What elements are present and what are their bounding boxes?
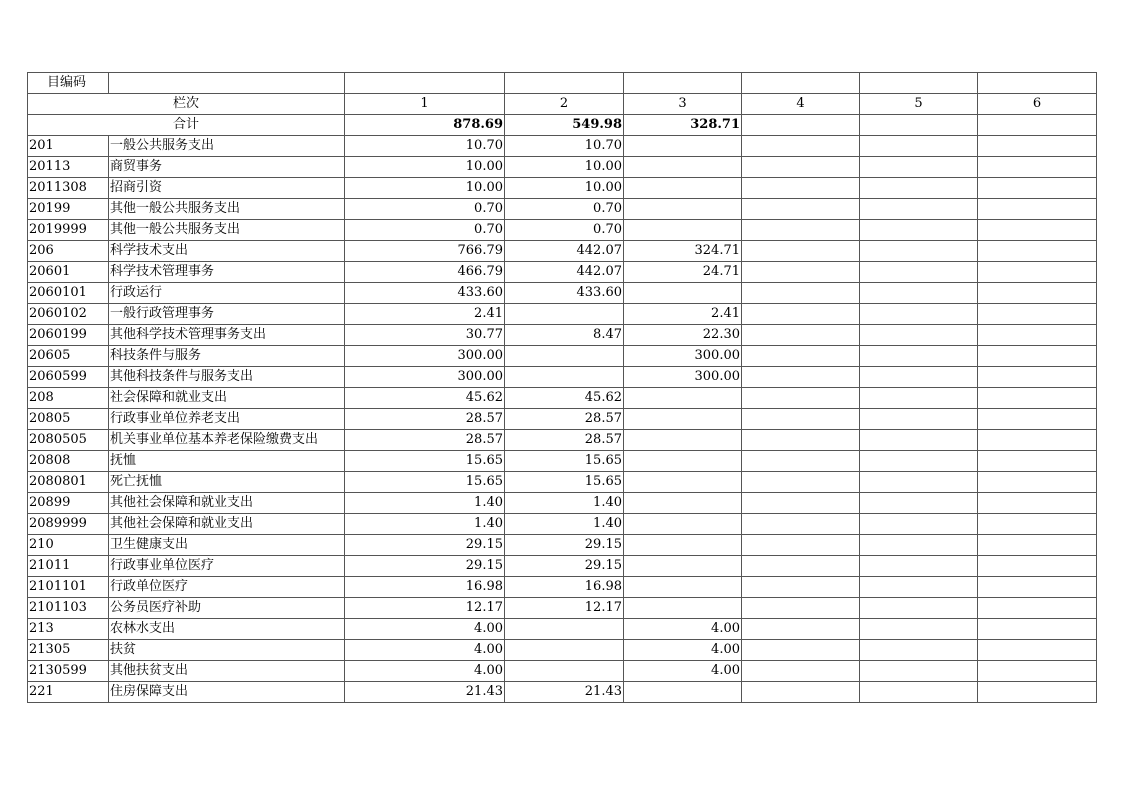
- amount-cell: 466.79: [345, 262, 505, 283]
- table-row: [28, 388, 1097, 409]
- empty-cell: [860, 472, 978, 493]
- amount-cell: 29.15: [345, 535, 505, 556]
- empty-cell: [742, 535, 860, 556]
- amount-cell: [624, 220, 742, 241]
- amount-cell: 10.70: [345, 136, 505, 157]
- total-row: [28, 115, 1097, 136]
- empty-cell: [978, 493, 1097, 514]
- empty-cell: [860, 220, 978, 241]
- amount-cell: 22.30: [624, 325, 742, 346]
- empty-cell: [978, 346, 1097, 367]
- name-cell: 科学技术支出: [109, 241, 345, 262]
- code-cell: 2019999: [28, 220, 109, 241]
- amount-cell: [624, 199, 742, 220]
- empty-cell: [978, 157, 1097, 178]
- table-row: [28, 157, 1097, 178]
- empty-cell: [860, 514, 978, 535]
- empty-cell: [860, 283, 978, 304]
- empty-cell: [978, 619, 1097, 640]
- column-number: 1: [345, 94, 505, 115]
- name-cell: 商贸事务: [109, 157, 345, 178]
- empty-cell: [345, 73, 505, 94]
- empty-cell: [978, 73, 1097, 94]
- name-cell: 扶贫: [109, 640, 345, 661]
- amount-cell: [624, 472, 742, 493]
- amount-cell: [624, 178, 742, 199]
- amount-cell: [624, 535, 742, 556]
- name-cell: 行政运行: [109, 283, 345, 304]
- amount-cell: 442.07: [505, 241, 624, 262]
- table-row: [28, 556, 1097, 577]
- amount-cell: [624, 409, 742, 430]
- empty-cell: [978, 661, 1097, 682]
- name-cell: 招商引资: [109, 178, 345, 199]
- empty-cell: [742, 157, 860, 178]
- amount-cell: [624, 598, 742, 619]
- amount-cell: 29.15: [345, 556, 505, 577]
- table-row: [28, 241, 1097, 262]
- empty-cell: [742, 493, 860, 514]
- amount-cell: [505, 640, 624, 661]
- amount-cell: 10.70: [505, 136, 624, 157]
- empty-cell: [742, 661, 860, 682]
- code-cell: 2080801: [28, 472, 109, 493]
- empty-cell: [860, 661, 978, 682]
- amount-cell: 28.57: [345, 430, 505, 451]
- empty-cell: [978, 682, 1097, 703]
- table-row: [28, 262, 1097, 283]
- code-cell: 21011: [28, 556, 109, 577]
- empty-cell: [742, 283, 860, 304]
- code-cell: 206: [28, 241, 109, 262]
- amount-cell: 0.70: [505, 220, 624, 241]
- code-cell: 213: [28, 619, 109, 640]
- empty-cell: [860, 577, 978, 598]
- code-cell: 20805: [28, 409, 109, 430]
- code-cell: 201: [28, 136, 109, 157]
- code-cell: 21305: [28, 640, 109, 661]
- table-row: [28, 514, 1097, 535]
- empty-cell: [742, 241, 860, 262]
- name-cell: 其他一般公共服务支出: [109, 199, 345, 220]
- empty-cell: [860, 493, 978, 514]
- table-row: [28, 199, 1097, 220]
- code-cell: 2060199: [28, 325, 109, 346]
- empty-cell: [742, 619, 860, 640]
- table-row: [28, 493, 1097, 514]
- empty-cell: [860, 535, 978, 556]
- name-cell: 农林水支出: [109, 619, 345, 640]
- table-row: [28, 136, 1097, 157]
- amount-cell: [624, 493, 742, 514]
- empty-cell: [860, 178, 978, 199]
- amount-cell: 4.00: [624, 640, 742, 661]
- total-value: 328.71: [624, 115, 742, 136]
- empty-cell: [978, 304, 1097, 325]
- name-cell: 其他一般公共服务支出: [109, 220, 345, 241]
- total-label: 合计: [28, 115, 345, 136]
- amount-cell: 45.62: [345, 388, 505, 409]
- table-row: [28, 577, 1097, 598]
- amount-cell: 442.07: [505, 262, 624, 283]
- amount-cell: [505, 367, 624, 388]
- empty-cell: [109, 73, 345, 94]
- empty-cell: [860, 325, 978, 346]
- amount-cell: [624, 136, 742, 157]
- code-cell: 208: [28, 388, 109, 409]
- empty-cell: [742, 388, 860, 409]
- empty-cell: [742, 220, 860, 241]
- table-row: [28, 367, 1097, 388]
- empty-cell: [860, 556, 978, 577]
- amount-cell: 16.98: [345, 577, 505, 598]
- amount-cell: [624, 451, 742, 472]
- amount-cell: 300.00: [624, 367, 742, 388]
- empty-cell: [860, 640, 978, 661]
- amount-cell: 30.77: [345, 325, 505, 346]
- table-row: [28, 619, 1097, 640]
- empty-cell: [742, 409, 860, 430]
- amount-cell: 10.00: [345, 178, 505, 199]
- amount-cell: 15.65: [345, 451, 505, 472]
- amount-cell: 15.65: [345, 472, 505, 493]
- code-cell: 2130599: [28, 661, 109, 682]
- empty-cell: [860, 241, 978, 262]
- empty-cell: [860, 619, 978, 640]
- table-row: [28, 535, 1097, 556]
- amount-cell: 12.17: [505, 598, 624, 619]
- empty-cell: [978, 241, 1097, 262]
- table-row: [28, 682, 1097, 703]
- code-cell: 210: [28, 535, 109, 556]
- amount-cell: 28.57: [505, 430, 624, 451]
- empty-cell: [742, 199, 860, 220]
- amount-cell: [624, 514, 742, 535]
- amount-cell: 0.70: [505, 199, 624, 220]
- empty-cell: [860, 262, 978, 283]
- amount-cell: 28.57: [505, 409, 624, 430]
- name-cell: 其他社会保障和就业支出: [109, 514, 345, 535]
- amount-cell: 12.17: [345, 598, 505, 619]
- amount-cell: 300.00: [345, 346, 505, 367]
- amount-cell: 24.71: [624, 262, 742, 283]
- empty-cell: [978, 640, 1097, 661]
- empty-cell: [860, 451, 978, 472]
- name-cell: 机关事业单位基本养老保险缴费支出: [109, 430, 345, 451]
- amount-cell: [505, 346, 624, 367]
- empty-cell: [978, 472, 1097, 493]
- empty-cell: [978, 577, 1097, 598]
- code-cell: 2101101: [28, 577, 109, 598]
- column-number: 2: [505, 94, 624, 115]
- empty-cell: [742, 178, 860, 199]
- empty-cell: [742, 514, 860, 535]
- empty-cell: [978, 199, 1097, 220]
- table-row: [28, 346, 1097, 367]
- empty-cell: [978, 262, 1097, 283]
- empty-cell: [978, 514, 1097, 535]
- empty-cell: [742, 367, 860, 388]
- code-cell: 20899: [28, 493, 109, 514]
- column-number-row: [28, 94, 1097, 115]
- table-row: [28, 178, 1097, 199]
- code-cell: 20601: [28, 262, 109, 283]
- code-cell: 20199: [28, 199, 109, 220]
- name-cell: 死亡抚恤: [109, 472, 345, 493]
- empty-cell: [742, 640, 860, 661]
- empty-cell: [742, 556, 860, 577]
- code-cell: 2060599: [28, 367, 109, 388]
- table-body: [28, 73, 1097, 703]
- column-number: 4: [742, 94, 860, 115]
- amount-cell: 2.41: [345, 304, 505, 325]
- amount-cell: 10.00: [505, 178, 624, 199]
- amount-cell: 15.65: [505, 472, 624, 493]
- empty-cell: [742, 325, 860, 346]
- empty-cell: [978, 598, 1097, 619]
- amount-cell: 1.40: [505, 493, 624, 514]
- amount-cell: 433.60: [345, 283, 505, 304]
- amount-cell: [505, 661, 624, 682]
- amount-cell: 0.70: [345, 199, 505, 220]
- amount-cell: 2.41: [624, 304, 742, 325]
- name-cell: 其他社会保障和就业支出: [109, 493, 345, 514]
- amount-cell: 766.79: [345, 241, 505, 262]
- empty-cell: [978, 178, 1097, 199]
- empty-cell: [978, 388, 1097, 409]
- table-row: [28, 640, 1097, 661]
- amount-cell: 15.65: [505, 451, 624, 472]
- empty-cell: [742, 598, 860, 619]
- table-row: [28, 598, 1097, 619]
- empty-cell: [978, 367, 1097, 388]
- amount-cell: 21.43: [345, 682, 505, 703]
- amount-cell: 1.40: [345, 493, 505, 514]
- empty-cell: [978, 283, 1097, 304]
- total-value: [978, 115, 1097, 136]
- empty-cell: [742, 451, 860, 472]
- amount-cell: [624, 430, 742, 451]
- empty-cell: [978, 430, 1097, 451]
- amount-cell: 29.15: [505, 556, 624, 577]
- name-cell: 其他科技条件与服务支出: [109, 367, 345, 388]
- table-row: [28, 430, 1097, 451]
- amount-cell: 45.62: [505, 388, 624, 409]
- empty-cell: [860, 136, 978, 157]
- amount-cell: 4.00: [345, 619, 505, 640]
- code-cell: 20605: [28, 346, 109, 367]
- table-row: [28, 283, 1097, 304]
- amount-cell: 16.98: [505, 577, 624, 598]
- code-header-label: 目编码: [47, 75, 87, 90]
- amount-cell: [624, 556, 742, 577]
- amount-cell: [624, 682, 742, 703]
- name-cell: 一般公共服务支出: [109, 136, 345, 157]
- column-number: 3: [624, 94, 742, 115]
- code-header-cell: [28, 73, 109, 94]
- empty-cell: [742, 472, 860, 493]
- code-cell: 20808: [28, 451, 109, 472]
- amount-cell: 21.43: [505, 682, 624, 703]
- empty-cell: [742, 682, 860, 703]
- empty-cell: [978, 325, 1097, 346]
- name-cell: 行政事业单位医疗: [109, 556, 345, 577]
- amount-cell: [624, 157, 742, 178]
- table-row: [28, 325, 1097, 346]
- code-cell: 2060101: [28, 283, 109, 304]
- total-value: [860, 115, 978, 136]
- code-cell: 221: [28, 682, 109, 703]
- amount-cell: 1.40: [505, 514, 624, 535]
- amount-cell: 10.00: [505, 157, 624, 178]
- empty-cell: [860, 73, 978, 94]
- empty-cell: [978, 136, 1097, 157]
- total-value: [742, 115, 860, 136]
- amount-cell: 4.00: [624, 619, 742, 640]
- code-cell: 2080505: [28, 430, 109, 451]
- empty-cell: [860, 199, 978, 220]
- empty-cell: [860, 157, 978, 178]
- empty-cell: [860, 409, 978, 430]
- total-value: 878.69: [345, 115, 505, 136]
- table-row: [28, 304, 1097, 325]
- name-cell: 其他扶贫支出: [109, 661, 345, 682]
- name-cell: 抚恤: [109, 451, 345, 472]
- name-cell: 社会保障和就业支出: [109, 388, 345, 409]
- empty-cell: [742, 304, 860, 325]
- amount-cell: 433.60: [505, 283, 624, 304]
- empty-cell: [742, 346, 860, 367]
- name-cell: 行政单位医疗: [109, 577, 345, 598]
- header-code-row: [28, 73, 1097, 94]
- amount-cell: 4.00: [624, 661, 742, 682]
- name-cell: 卫生健康支出: [109, 535, 345, 556]
- empty-cell: [742, 73, 860, 94]
- amount-cell: 10.00: [345, 157, 505, 178]
- amount-cell: 0.70: [345, 220, 505, 241]
- empty-cell: [860, 682, 978, 703]
- total-value: 549.98: [505, 115, 624, 136]
- amount-cell: 8.47: [505, 325, 624, 346]
- empty-cell: [860, 346, 978, 367]
- table-row: [28, 661, 1097, 682]
- empty-cell: [624, 73, 742, 94]
- amount-cell: [624, 388, 742, 409]
- amount-cell: 324.71: [624, 241, 742, 262]
- name-cell: 一般行政管理事务: [109, 304, 345, 325]
- empty-cell: [978, 220, 1097, 241]
- amount-cell: [624, 577, 742, 598]
- table-row: [28, 409, 1097, 430]
- code-cell: 2060102: [28, 304, 109, 325]
- empty-cell: [860, 598, 978, 619]
- empty-cell: [860, 388, 978, 409]
- table-row: [28, 472, 1097, 493]
- empty-cell: [860, 367, 978, 388]
- empty-cell: [742, 136, 860, 157]
- name-cell: 公务员医疗补助: [109, 598, 345, 619]
- lanci-label: 栏次: [28, 94, 345, 115]
- empty-cell: [860, 430, 978, 451]
- empty-cell: [978, 556, 1097, 577]
- amount-cell: [505, 619, 624, 640]
- name-cell: 科技条件与服务: [109, 346, 345, 367]
- empty-cell: [742, 262, 860, 283]
- amount-cell: [505, 304, 624, 325]
- amount-cell: 1.40: [345, 514, 505, 535]
- empty-cell: [860, 304, 978, 325]
- amount-cell: 300.00: [624, 346, 742, 367]
- amount-cell: 28.57: [345, 409, 505, 430]
- empty-cell: [978, 409, 1097, 430]
- empty-cell: [505, 73, 624, 94]
- name-cell: 科学技术管理事务: [109, 262, 345, 283]
- budget-table: [27, 72, 1097, 703]
- empty-cell: [978, 535, 1097, 556]
- code-cell: 2011308: [28, 178, 109, 199]
- column-number: 5: [860, 94, 978, 115]
- code-cell: 20113: [28, 157, 109, 178]
- name-cell: 行政事业单位养老支出: [109, 409, 345, 430]
- code-cell: 2089999: [28, 514, 109, 535]
- amount-cell: 300.00: [345, 367, 505, 388]
- table-row: [28, 451, 1097, 472]
- amount-cell: 29.15: [505, 535, 624, 556]
- empty-cell: [978, 451, 1097, 472]
- amount-cell: 4.00: [345, 661, 505, 682]
- amount-cell: 4.00: [345, 640, 505, 661]
- name-cell: 其他科学技术管理事务支出: [109, 325, 345, 346]
- empty-cell: [742, 430, 860, 451]
- amount-cell: [624, 283, 742, 304]
- empty-cell: [742, 577, 860, 598]
- table-row: [28, 220, 1097, 241]
- name-cell: 住房保障支出: [109, 682, 345, 703]
- code-cell: 2101103: [28, 598, 109, 619]
- column-number: 6: [978, 94, 1097, 115]
